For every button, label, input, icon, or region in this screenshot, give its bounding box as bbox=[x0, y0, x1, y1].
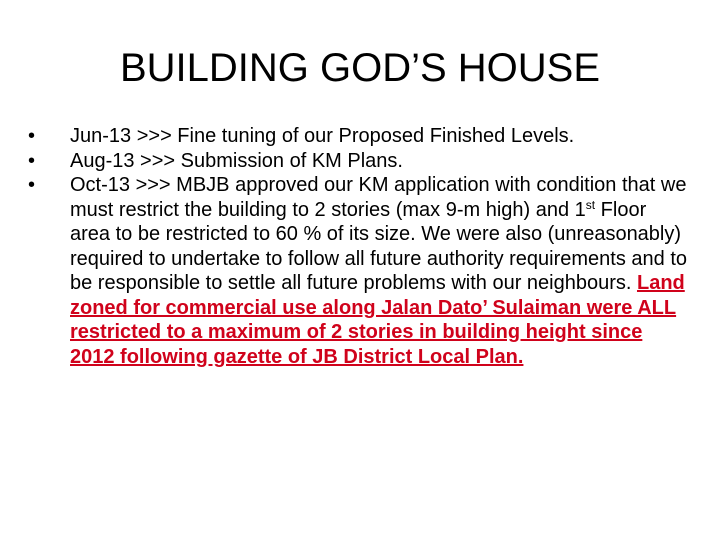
bullet-item-oct-13 bbox=[28, 173, 688, 369]
bullet-list bbox=[28, 124, 688, 369]
ordinal-superscript: st bbox=[585, 197, 596, 212]
bullet-item-jun-13 bbox=[28, 124, 688, 149]
slide-title: BUILDING GOD’S HOUSE bbox=[119, 46, 601, 90]
bullet-text-part1: Oct-13 >>> MBJB approved our KM application with condition that we must restrict the building to 2 stories (max 9-m high) and 1 bbox=[70, 174, 687, 221]
bullet-icon: • bbox=[28, 125, 36, 147]
bullet-item-aug-13 bbox=[28, 149, 688, 174]
bullet-text-part2: Floor area to be restricted to 60 % of its size. We were also (unreasonably) required to undertake to follow all future authority requirements and to be responsible to settle all future problems with our neighbours. bbox=[70, 198, 688, 294]
highlighted-zoning-note: Land zoned for commercial use along Jalan Dato’ Sulaiman were ALL restricted to a maximum of 2 stories in building height since 2012 following gazette of JB District Local Plan. bbox=[70, 272, 685, 368]
bullet-text: Aug-13 >>> Submission of KM Plans. bbox=[70, 149, 403, 172]
bullet-icon: • bbox=[28, 174, 36, 196]
bullet-text: Jun-13 >>> Fine tuning of our Proposed Finished Levels. bbox=[70, 125, 575, 147]
bullet-icon: • bbox=[28, 149, 36, 172]
